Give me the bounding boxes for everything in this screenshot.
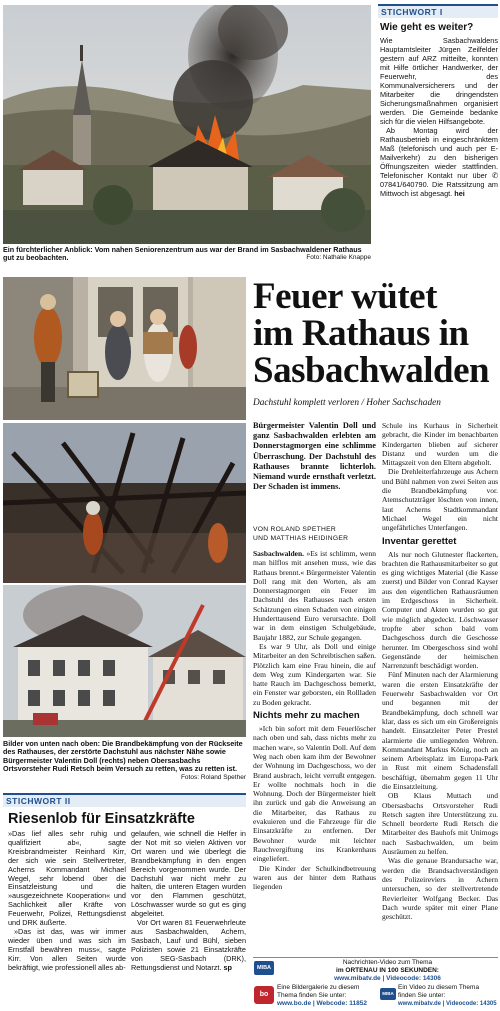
top-photo-caption bbox=[3, 246, 371, 263]
mibatv-logo-2-icon bbox=[380, 988, 396, 1000]
stichwort1-paragraph: Ab Montag wird der Rathausbetrieb in eingeschränktem Maß (telefonisch und auch per E-Mailverkehr) zu den bisherigen Öffnungszeiten wieder stattfinden. Telefonischer Kontakt nur über ✆ 07841/640790. Die Ratssitzung am Mittwoch ist abgesagt. hei bbox=[380, 126, 498, 198]
video2-promo[interactable] bbox=[398, 984, 498, 1008]
video1-url[interactable]: www.mibatv.de | Videocode: 14306 bbox=[334, 975, 441, 982]
stichwort2-label-text: STICHWORT II bbox=[6, 796, 71, 806]
bo-logo-icon bbox=[254, 986, 274, 1004]
subheading-inventar: Inventar gerettet bbox=[382, 535, 457, 547]
footer-divider bbox=[253, 957, 498, 958]
stichwort2-title: Riesenlob für Einsatzkräfte bbox=[8, 811, 195, 827]
lead-paragraph: Bürgermeister Valentin Doll und ganz Sasbachwalden erlebten am Donnerstagmorgen eine schlimme Überraschung. Der Dachstuhl des Rathauses brannte lichterloh. Niemand wurde ernsthaft verletzt. Der Schaden ist immens. bbox=[253, 421, 376, 492]
video1-title: Nachrichten-Video zum Thema bbox=[342, 959, 433, 966]
stichwort1-label bbox=[378, 4, 498, 18]
dateline: Sasbachwalden. bbox=[253, 549, 305, 558]
article-paragraph: Sasbachwalden. »Es ist schlimm, wenn man hilflos mit ansehen muss, wie das Rathaus brennt.« Bürgermeister Valentin Doll rang mit den Worten, als am Donnerstagmorgen ein Feuer im Dachstuhl des Rathauses nach ersten Schätzungen einen Schaden von einigen Hunderttausend Euro verursachte. Doll war in dem einstigen Schulgebäude, Baujahr 1882, zur Schule gegangen. bbox=[253, 549, 376, 642]
building-back-image bbox=[3, 585, 246, 737]
mibatv-logo-icon bbox=[254, 961, 274, 975]
roof-photo bbox=[3, 423, 246, 583]
video2-subtitle: finden Sie unter: bbox=[398, 992, 446, 999]
stichwort2-paragraph: »Das lief alles sehr ruhig und qualifiziert ab«, sagte Kreisbrandmeister Reinhard Kirr, der sich wie sein Stellvertreter, Acherns Kommandant Michael Wegel, sehr lobend über die Einsatzleistung und die »ausgezeichnete Kooperation« und Sachlichkeit aller Kräfte von Feuerwehr, Polizei, Rettungsdienst und DRK äußerte. bbox=[8, 829, 126, 928]
byline-line-2: UND MATTHIAS HEIDINGER bbox=[253, 534, 349, 542]
subheading-nichts-mehr: Nichts mehr zu machen bbox=[253, 710, 360, 722]
stichwort2-paragraph: Vor Ort waren 81 Feuerwehrleute aus Sasbachwalden, Achern, Sasbach, Lauf und Bühl, sieben Polizisten sowie 21 Einsatzkräfte von SEG-Sasbach (DRK), Rettungsdienst und Notarzt. sp bbox=[131, 918, 246, 972]
headline bbox=[253, 278, 498, 409]
article-paragraph: Als nur noch Glutnester flackerten, brachten die Rathausmitarbeiter so gut es ging wichtiges Material (die Kasse zuerst) und Bilder von Conrad Kayser aus den eigentlichen Rathausräumen im Erdgeschoss in Sicherheit. Computer und Akten wurden so gut wie möglich abgedeckt. Löschwasser tropfte aber schon bald vom Dachgeschoss durch die Geschosse herunter. Im Obergeschoss sind wohl Gegenstände der heimischen Narrenzunft beschädigt worden. bbox=[382, 549, 498, 671]
headline-line-3: Sasbachwalden bbox=[253, 350, 490, 391]
article-paragraph: Was die genaue Brandursache war, werden die Brandsachverständigen des Polizeireviers in Achern untersuchen, so der stellvertretende Revierleiter Wolfgang Becker. Das Dach wurde später mit einer Plane geschützt. bbox=[382, 856, 498, 922]
bo-logo-text: bo bbox=[259, 991, 269, 998]
article-paragraph: OB Klaus Muttach und Obersasbachs Ortsvorsteher Rudi Retsch sagten ihre Unterstützung zu. Schnell beorderte Rudi Retsch die Mitarbeiter des Bauhofs mit Unimogs nach Sasbachwalden, um beim Ausräumen zu helfen. bbox=[382, 791, 498, 857]
article-paragraph: Die Kinder der Schulkindbetreuung waren aus der hinter dem Rathaus liegenden bbox=[253, 863, 376, 892]
mid-photos-caption bbox=[3, 740, 246, 782]
gallery-subtitle: Thema finden Sie unter: bbox=[277, 992, 347, 999]
mid-photos-credit: Fotos: Roland Spether bbox=[180, 773, 246, 781]
stichwort1-title: Wie geht es weiter? bbox=[380, 22, 474, 33]
video1-promo[interactable] bbox=[277, 959, 498, 983]
mayor-rescue-image bbox=[3, 277, 246, 420]
article-paragraph: Fünf Minuten nach der Alarmierung waren die ersten Einsatzkräfte der Feuerwehr Sasbachwalden vor Ort und begannen mit der Brandbekämpfung, doch schnell war klar, dass es sich um ein Großereignis handelt. Einsatzleiter Peter Prestel alarmierte die umliegenden Wehren. Kommandant Markus König, noch an seinem Arbeitsplatz im Europa-Park in Rust mit einem Schadensfall beschäftigt, übernahm gegen 11 Uhr die Einsatzleitung. bbox=[382, 670, 498, 791]
video2-url[interactable]: www.mibatv.de | Videocode: 14305 bbox=[398, 1001, 497, 1007]
stichwort2-paragraph: »Das ist das, was wir immer wieder üben und was sich im Ernstfall bewähren muss«, sagte Kirr. Von allen Seiten wurde bekräftigt, wie professionell alles ab- bbox=[8, 926, 126, 972]
stichwort2-paragraph: gelaufen, wie schnell die Helfer in der Not mit so vielen Aktiven vor Ort waren und wie überlegt die Brandbekämpfung in den engen Bereich vorgenommen wurde. Der Dachstuhl war nicht mehr zu halten, die unteren Etagen wurden vor den Flammen geschützt, Löschwasser wurde so gut es ging abgeleitet. bbox=[131, 829, 246, 919]
headline-subtitle: Dachstuhl komplett verloren / Hoher Sachschaden bbox=[253, 398, 441, 408]
gallery-url[interactable]: www.bo.de | Webcode: 11852 bbox=[277, 1000, 367, 1007]
fire-scene-image bbox=[3, 5, 371, 244]
building-back-photo bbox=[3, 585, 246, 737]
article-column-2 bbox=[382, 421, 498, 921]
video2-title: Ein Video zu diesem Thema bbox=[398, 984, 480, 991]
headline-line-1: Feuer wütet bbox=[253, 276, 437, 317]
mayor-photo bbox=[3, 277, 246, 420]
destroyed-roof-image bbox=[3, 423, 246, 583]
stichwort1-author: hei bbox=[454, 189, 465, 198]
video1-subtitle: im ORTENAU IN 100 SEKUNDEN: bbox=[336, 967, 439, 974]
stichwort2-label bbox=[3, 793, 246, 807]
stichwort2-author: sp bbox=[223, 962, 232, 972]
top-photo-caption-text: Ein fürchterlicher Anblick: Vom nahen Seniorenzentrum aus war der Brand im Sasbachwaldener Rathaus gut zu beobachten. bbox=[3, 245, 362, 263]
article-paragraph: »Ich bin sofort mit dem Feuerlöscher nach oben und sah, dass nichts mehr zu machen war«, so Valentin Doll. Auf dem Weg nach oben kam ihm der Bewohner der Wohnung im Dachgeschoss, wo der Brand ausbrach, leicht verrußt entgegen. Er wollte nochmals hoch in die Wohnung. Doch der Bürgermeister hielt ihn zurück und gab die Anweisung an die Mitarbeiter, das Rathaus zu evakuieren und die Fahrzeuge für die Einsatzkräfte zu entfernen. Der Bewohner wurde mit leichter Rauchvergiftung ins Krankenhaus eingeliefert. bbox=[253, 724, 376, 864]
stichwort1-paragraph: Wie Sasbachwaldens Hauptamtsleiter Jürgen Zeilfelder gestern auf ARZ mitteilte, konnten mit Hilfe örtlicher Handwerker, der Feuerwehr, des Kommunalversicherers und der Mitarbeiter die dringendsten Sicherungsmaßnahmen organisiert werden. Die Gemeinde bedanke sich für die vielen Hilfsangebote. bbox=[380, 36, 498, 126]
gallery-promo[interactable] bbox=[277, 984, 377, 1008]
byline bbox=[253, 526, 376, 543]
stichwort1-label-text: STICHWORT I bbox=[381, 7, 443, 17]
mibatv-logo-2-text: MIBA bbox=[382, 991, 394, 996]
byline-line-1: VON ROLAND SPETHER bbox=[253, 526, 337, 533]
article-paragraph: Die Drehleiterfahrzeuge aus Achern und Bühl nahmen von zwei Seiten aus die Brandbekämpfung vor. Atemschutzträger löschten von innen, laut Acherns Stadtkommandant Michael Wegel ein nicht ungefährliches Unterfangen. bbox=[382, 467, 498, 533]
article-column-1 bbox=[253, 549, 376, 891]
top-photo-credit: Foto: Nathalie Knappe bbox=[306, 254, 371, 262]
mibatv-logo-text: MIBA bbox=[256, 965, 272, 971]
mid-photos-caption-text: Bilder von unten nach oben: Die Brandbekämpfung von der Rückseite des Rathauses, der zerstörte Dachstuhl aus nächster Nähe sowie Bürgermeister Valentin Doll (rechts) neben Obersasbachs Ortsvorsteher Rudi Retsch beim Versuch zu retten, was zu retten ist. bbox=[3, 739, 243, 774]
stichwort2-column-a bbox=[8, 830, 126, 973]
stichwort2-column-b bbox=[131, 830, 246, 973]
top-photo-fire bbox=[3, 5, 371, 244]
gallery-title: Eine Bildergalerie zu diesem bbox=[277, 984, 360, 991]
stichwort1-box bbox=[380, 22, 498, 198]
article-paragraph: Es war 9 Uhr, als Doll und einige Mitarbeiter an den Schreibtischen saßen. Plötzlich kam eine Frau hinein, die auf dem Weg zum Kindergarten war. Sie hatte Rauch im Dachgeschoss bemerkt, ein Fenster war geborsten, ein Rollladen zu Boden gekracht. bbox=[253, 641, 376, 707]
headline-line-2: im Rathaus in bbox=[253, 313, 469, 354]
article-paragraph: Schule ins Kurhaus in Sicherheit gebracht, die Kinder im benachbarten Kindergarten blieben auf sicherer Distanz und wurden um die Mittagszeit von den Eltern abgeholt. bbox=[382, 421, 498, 468]
